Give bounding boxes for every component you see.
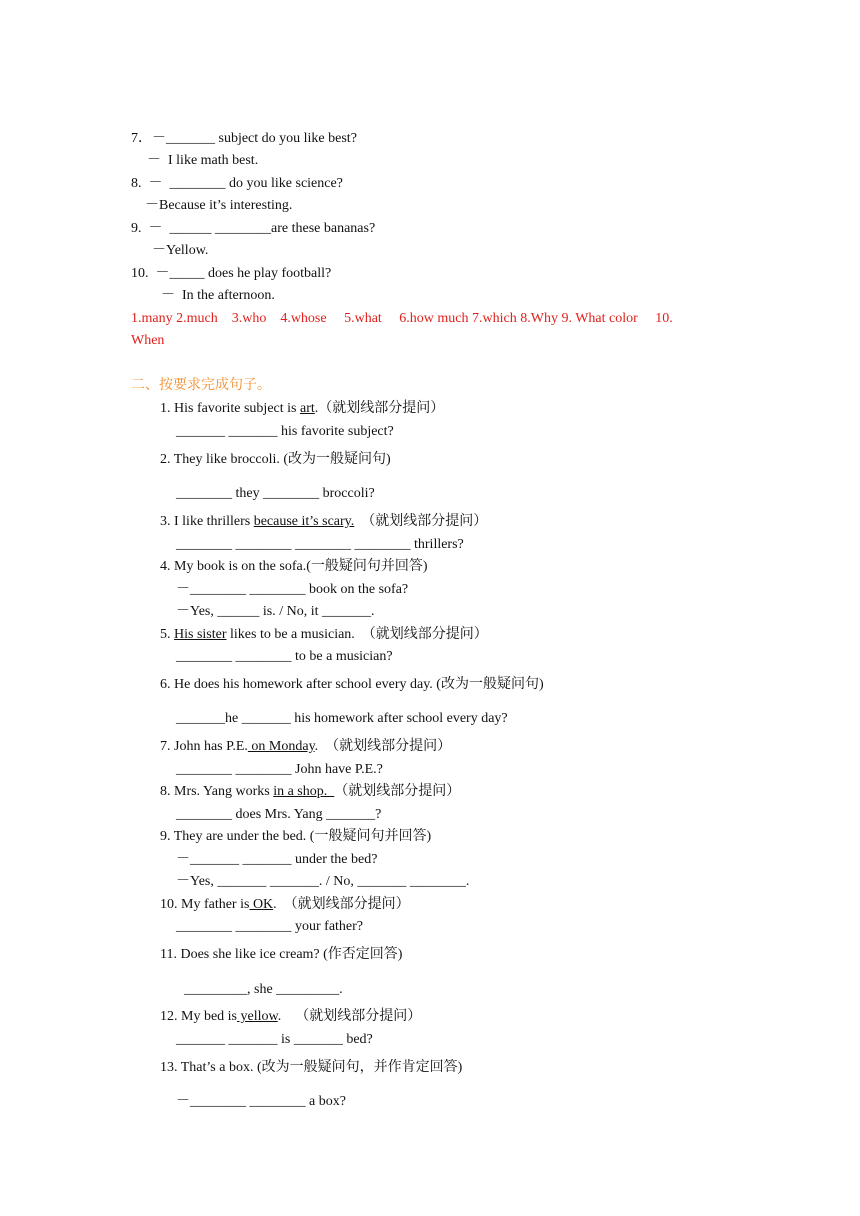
blank-9a: －_______ _______ under the bed? <box>176 852 378 867</box>
blank-11: _________, she _________. <box>184 982 343 997</box>
question-9: 9. － ______ ________are these bananas? <box>131 221 376 236</box>
answer-10: － In the afternoon. <box>161 288 275 303</box>
underlined-part: because it’s scary. <box>253 514 355 529</box>
question-10: 10. －_____ does he play football? <box>131 266 332 281</box>
blank-12: _______ _______ is _______ bed? <box>176 1032 373 1047</box>
underlined-part: in a shop. <box>273 784 335 799</box>
sentence-6: 6. He does his homework after school every day. (改为一般疑问句) <box>160 677 544 692</box>
answer-key-line1: 1.many 2.much 3.who 4.whose 5.what 6.how much 7.which 8.Why 9. What color 10. <box>131 311 673 326</box>
sentence-8: 8. Mrs. Yang works in a shop. （就划线部分提问） <box>160 784 461 799</box>
answer-9: －Yellow. <box>152 243 209 258</box>
sentence-13: 13. That’s a box. (改为一般疑问句，并作肯定回答) <box>160 1060 463 1075</box>
sentence-7: 7. John has P.E. on Monday. （就划线部分提问） <box>160 739 452 754</box>
sentence-4: 4. My book is on the sofa.(一般疑问句并回答) <box>160 559 428 574</box>
underlined-part: His sister <box>174 627 227 642</box>
blank-3: ________ ________ ________ ________ thrillers? <box>176 537 464 552</box>
question-7: 7．－_______ subject do you like best? <box>131 131 357 146</box>
underlined-part: art <box>299 401 315 416</box>
blank-4a: －________ ________ book on the sofa? <box>176 582 409 597</box>
sentence-11: 11. Does she like ice cream? (作否定回答) <box>160 947 403 962</box>
blank-2: ________ they ________ broccoli? <box>176 486 375 501</box>
blank-6: _______he _______ his homework after school every day? <box>176 711 508 726</box>
sentence-12: 12. My bed is yellow. （就划线部分提问） <box>160 1009 422 1024</box>
answer-key-line2: When <box>131 333 165 348</box>
underlined-part: on Monday <box>247 739 315 754</box>
sentence-10: 10. My father is OK. （就划线部分提问） <box>160 897 410 912</box>
blank-4b: －Yes, ______ is. / No, it _______. <box>176 604 375 619</box>
blank-7: ________ ________ John have P.E.? <box>176 762 383 777</box>
blank-5: ________ ________ to be a musician? <box>176 649 393 664</box>
blank-13: －________ ________ a box? <box>176 1094 346 1109</box>
blank-8: ________ does Mrs. Yang _______? <box>176 807 382 822</box>
blank-10: ________ ________ your father? <box>176 919 364 934</box>
sentence-9: 9. They are under the bed. (一般疑问句并回答) <box>160 829 432 844</box>
sentence-2: 2. They like broccoli. (改为一般疑问句) <box>160 452 391 467</box>
question-8: 8. － ________ do you like science? <box>131 176 343 191</box>
blank-9b: －Yes, _______ _______. / No, _______ ________. <box>176 874 470 889</box>
blank-1: _______ _______ his favorite subject? <box>176 424 394 439</box>
answer-7: － I like math best. <box>147 153 259 168</box>
underlined-part: yellow <box>237 1009 278 1024</box>
sentence-1: 1. His favorite subject is art.（就划线部分提问） <box>160 401 445 416</box>
section-heading: 二、按要求完成句子。 <box>131 377 271 393</box>
underlined-part: OK <box>249 897 274 912</box>
answer-8: －Because it’s interesting. <box>145 198 293 213</box>
sentence-3: 3. I like thrillers because it’s scary. （就划线部分提问） <box>160 514 488 529</box>
sentence-5: 5. His sister likes to be a musician. （就划线部分提问） <box>160 627 488 642</box>
